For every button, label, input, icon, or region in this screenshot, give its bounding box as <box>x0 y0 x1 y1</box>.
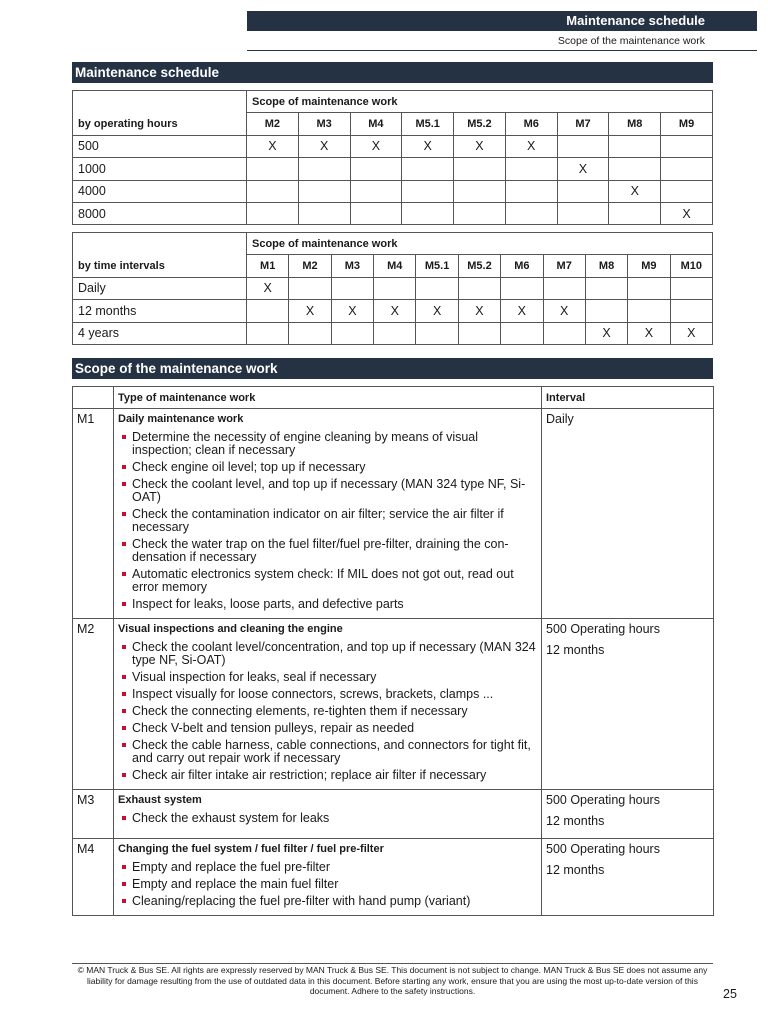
column-header: M8 <box>609 113 661 135</box>
schedule-mark-cell <box>298 158 350 180</box>
column-header: M3 <box>331 255 373 277</box>
row-label: Daily <box>73 277 247 299</box>
work-item: Check engine oil level; top up if necessary <box>118 461 537 474</box>
scope-row <box>73 619 714 790</box>
row-label: 1000 <box>73 158 247 180</box>
work-item: Check the exhaust system for leaks <box>118 812 537 825</box>
column-header: M4 <box>374 255 416 277</box>
schedule-mark-cell <box>585 277 627 299</box>
work-description-cell <box>114 409 542 619</box>
work-description-cell <box>114 619 542 790</box>
schedule-mark-cell <box>374 277 416 299</box>
schedule-mark-cell: X <box>331 300 373 322</box>
interval-value: Daily <box>546 412 574 426</box>
schedule-mark-cell: X <box>416 300 458 322</box>
schedule-mark-cell <box>557 202 609 224</box>
schedule-mark-cell <box>402 202 454 224</box>
work-item-list <box>118 431 537 611</box>
schedule-mark-cell: X <box>454 135 506 157</box>
time-intervals-table <box>72 232 713 345</box>
table-row <box>73 158 713 180</box>
schedule-mark-cell: X <box>247 135 299 157</box>
work-item: Inspect visually for loose connectors, screws, brackets, clamps ... <box>118 688 537 701</box>
schedule-mark-cell: X <box>557 158 609 180</box>
schedule-mark-cell <box>505 202 557 224</box>
schedule-mark-cell <box>628 300 670 322</box>
page-number: 25 <box>723 987 737 1001</box>
interval-cell <box>542 409 714 619</box>
schedule-mark-cell: X <box>505 135 557 157</box>
work-item: Cleaning/replacing the fuel pre-filter with hand pump (variant) <box>118 895 537 908</box>
schedule-mark-cell <box>501 277 543 299</box>
schedule-mark-cell <box>609 158 661 180</box>
schedule-mark-cell: X <box>374 300 416 322</box>
interval-value: 500 Operating hours <box>546 842 660 856</box>
work-item-list <box>118 861 537 908</box>
column-header: M2 <box>289 255 331 277</box>
schedule-mark-cell <box>298 180 350 202</box>
operating-hours-table <box>72 90 713 225</box>
column-header: M5.2 <box>454 113 506 135</box>
schedule-mark-cell <box>374 322 416 344</box>
footer-legal: © MAN Truck & Bus SE. All rights are expressly reserved by MAN Truck & Bus SE. This document is not subject to change. MAN Truck & Bus SE does not assume any liability for damage resulting from the use of outdated data in this document. Before starting any work, ensure that you are using the most up-to-date version of this document. Adhere to the safety instructions. <box>77 965 708 996</box>
schedule-mark-cell: X <box>289 300 331 322</box>
work-item: Inspect for leaks, loose parts, and defective parts <box>118 598 537 611</box>
schedule-mark-cell: X <box>543 300 585 322</box>
schedule-mark-cell <box>331 277 373 299</box>
schedule-mark-cell: X <box>247 277 289 299</box>
schedule-mark-cell <box>416 277 458 299</box>
schedule-mark-cell <box>458 322 500 344</box>
schedule-mark-cell <box>331 322 373 344</box>
scope-table <box>72 386 714 916</box>
work-item: Empty and replace the main fuel filter <box>118 878 537 891</box>
schedule-mark-cell <box>501 322 543 344</box>
schedule-mark-cell <box>609 202 661 224</box>
schedule-mark-cell <box>247 158 299 180</box>
work-item: Check the contamination indicator on air filter; service the air filter if necessary <box>118 508 537 534</box>
column-header: M8 <box>585 255 627 277</box>
schedule-mark-cell <box>557 180 609 202</box>
interval-value: 12 months <box>546 814 605 828</box>
type-header: Type of maintenance work <box>114 387 542 409</box>
header-title: Maintenance schedule <box>247 11 757 31</box>
schedule-mark-cell <box>628 277 670 299</box>
table-row <box>73 322 713 344</box>
schedule-mark-cell: X <box>298 135 350 157</box>
table-row <box>73 277 713 299</box>
schedule-mark-cell: X <box>585 322 627 344</box>
interval-cell <box>542 839 714 916</box>
schedule-mark-cell <box>543 277 585 299</box>
schedule-mark-cell <box>661 158 713 180</box>
code-header <box>73 387 114 409</box>
schedule-mark-cell <box>670 300 712 322</box>
row-label: 4 years <box>73 322 247 344</box>
work-item: Check the coolant level, and top up if necessary (MAN 324 type NF, Si-OAT) <box>118 478 537 504</box>
scope-row <box>73 790 714 839</box>
work-item: Automatic electronics system check: If MIL does not got out, read out error memory <box>118 568 537 594</box>
work-title: Visual inspections and cleaning the engine <box>118 623 343 635</box>
column-header: M7 <box>557 113 609 135</box>
column-header: M7 <box>543 255 585 277</box>
column-header: M5.1 <box>402 113 454 135</box>
row-label: 500 <box>73 135 247 157</box>
schedule-mark-cell <box>661 180 713 202</box>
schedule-mark-cell <box>247 180 299 202</box>
schedule-mark-cell <box>505 180 557 202</box>
footer-divider <box>72 963 713 964</box>
column-header: M5.2 <box>458 255 500 277</box>
work-item: Empty and replace the fuel pre-filter <box>118 861 537 874</box>
schedule-mark-cell <box>247 202 299 224</box>
work-title: Daily maintenance work <box>118 413 244 425</box>
schedule-mark-cell <box>350 158 402 180</box>
work-item: Check the connecting elements, re-tighten them if necessary <box>118 705 537 718</box>
schedule-mark-cell <box>298 202 350 224</box>
schedule-mark-cell <box>289 277 331 299</box>
schedule-mark-cell <box>454 180 506 202</box>
schedule-mark-cell <box>557 135 609 157</box>
schedule-mark-cell <box>458 277 500 299</box>
table-row <box>73 135 713 157</box>
schedule-mark-cell <box>454 158 506 180</box>
corner-cell <box>73 233 247 255</box>
scope-row <box>73 409 714 619</box>
work-title: Exhaust system <box>118 794 202 806</box>
work-title: Changing the fuel system / fuel filter / fuel pre-filter <box>118 843 384 855</box>
column-header: M4 <box>350 113 402 135</box>
work-item: Check the coolant level/concentration, and top up if necessary (MAN 324 type NF, Si-OAT) <box>118 641 537 667</box>
schedule-mark-cell <box>416 322 458 344</box>
interval-value: 12 months <box>546 863 605 877</box>
interval-cell <box>542 790 714 839</box>
column-header: M1 <box>247 255 289 277</box>
schedule-mark-cell: X <box>350 135 402 157</box>
schedule-mark-cell: X <box>661 202 713 224</box>
header-subtitle: Scope of the maintenance work <box>247 32 757 51</box>
column-header: M10 <box>670 255 712 277</box>
scope-header: Scope of maintenance work <box>247 91 713 113</box>
column-header: M6 <box>501 255 543 277</box>
schedule-mark-cell <box>247 322 289 344</box>
schedule-mark-cell <box>247 300 289 322</box>
maintenance-code: M4 <box>73 839 114 916</box>
schedule-mark-cell <box>402 158 454 180</box>
schedule-mark-cell: X <box>609 180 661 202</box>
schedule-mark-cell <box>609 135 661 157</box>
work-item-list <box>118 812 537 825</box>
work-item: Check V-belt and tension pulleys, repair as needed <box>118 722 537 735</box>
maintenance-code: M2 <box>73 619 114 790</box>
row-label: 4000 <box>73 180 247 202</box>
maintenance-code: M1 <box>73 409 114 619</box>
schedule-mark-cell: X <box>628 322 670 344</box>
corner-cell <box>73 91 247 113</box>
schedule-mark-cell <box>350 202 402 224</box>
column-header: M9 <box>628 255 670 277</box>
schedule-mark-cell: X <box>458 300 500 322</box>
schedule-mark-cell: X <box>670 322 712 344</box>
schedule-mark-cell <box>670 277 712 299</box>
interval-header: Interval <box>542 387 714 409</box>
work-description-cell <box>114 790 542 839</box>
work-item: Visual inspection for leaks, seal if necessary <box>118 671 537 684</box>
interval-cell <box>542 619 714 790</box>
schedule-mark-cell <box>454 202 506 224</box>
schedule-mark-cell <box>661 135 713 157</box>
row-label-header: by time intervals <box>73 255 247 277</box>
work-item-list <box>118 641 537 782</box>
interval-value: 500 Operating hours <box>546 793 660 807</box>
interval-value: 12 months <box>546 643 605 657</box>
schedule-mark-cell <box>402 180 454 202</box>
schedule-mark-cell <box>505 158 557 180</box>
interval-value: 500 Operating hours <box>546 622 660 636</box>
work-item: Determine the necessity of engine cleaning by means of visual inspection; clean if necessary <box>118 431 537 457</box>
maintenance-code: M3 <box>73 790 114 839</box>
work-item: Check the water trap on the fuel filter/fuel pre-filter, draining the con-densation if necessary <box>118 538 537 564</box>
scope-row <box>73 839 714 916</box>
column-header: M9 <box>661 113 713 135</box>
schedule-mark-cell <box>543 322 585 344</box>
schedule-mark-cell: X <box>402 135 454 157</box>
table-row <box>73 202 713 224</box>
schedule-mark-cell <box>585 300 627 322</box>
column-header: M6 <box>505 113 557 135</box>
row-label: 12 months <box>73 300 247 322</box>
schedule-mark-cell: X <box>501 300 543 322</box>
section-title-schedule: Maintenance schedule <box>72 62 713 83</box>
table-row <box>73 180 713 202</box>
row-label: 8000 <box>73 202 247 224</box>
table-row <box>73 300 713 322</box>
column-header: M2 <box>247 113 299 135</box>
work-description-cell <box>114 839 542 916</box>
section-title-scope: Scope of the maintenance work <box>72 358 713 379</box>
work-item: Check air filter intake air restriction; replace air filter if necessary <box>118 769 537 782</box>
column-header: M3 <box>298 113 350 135</box>
schedule-mark-cell <box>350 180 402 202</box>
row-label-header: by operating hours <box>73 113 247 135</box>
scope-header: Scope of maintenance work <box>247 233 713 255</box>
column-header: M5.1 <box>416 255 458 277</box>
schedule-mark-cell <box>289 322 331 344</box>
work-item: Check the cable harness, cable connections, and connectors for tight fit, and carry out repair work if necessary <box>118 739 537 765</box>
